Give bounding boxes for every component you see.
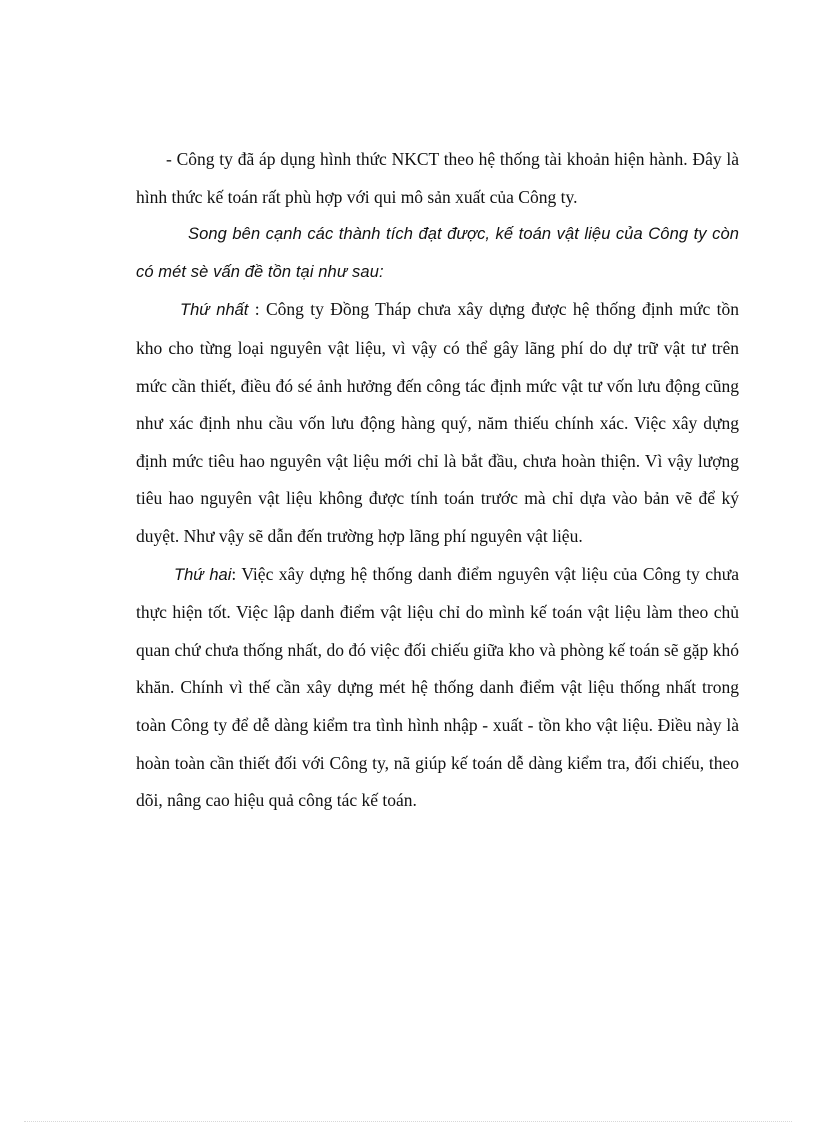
paragraph-2 xyxy=(136,216,739,291)
paragraph-4 xyxy=(136,556,739,820)
paragraph-4-lead: Thứ hai xyxy=(174,565,232,584)
paragraph-2-text: Song bên cạnh các thành tích đạt được, kế toán vật liệu của Công ty còn có mét sè vấn đề tồn tại như sau: xyxy=(136,225,739,281)
paragraph-1-text: - Công ty đã áp dụng hình thức NKCT theo hệ thống tài khoản hiện hành. Đây là hình thức kế toán rất phù hợp với qui mô sản xuất của Công ty. xyxy=(136,149,739,207)
paragraph-1 xyxy=(136,141,739,216)
paragraph-3-text: : Công ty Đồng Tháp chưa xây dựng được hệ thống định mức tồn kho cho từng loại nguyên vật liệu, vì vậy có thể gây lãng phí do dự trữ vật tư trên mức cần thiết, điều đó sé ảnh hưởng đến công tác định mức vật tư vốn lưu động cũng như xác định nhu cầu vốn lưu động hàng quý, năm thiếu chính xác. Việc xây dựng định mức tiêu hao nguyên vật liệu mới chỉ là bắt đầu, chưa hoàn thiện. Vì vậy lượng tiêu hao nguyên vật liệu không được tính toán trước mà chỉ dựa vào bản vẽ để ký duyệt. Như vậy sẽ dẫn đến trường hợp lãng phí nguyên vật liệu. xyxy=(136,299,739,546)
paragraph-3-lead: Thứ nhất xyxy=(180,301,249,320)
paragraph-4-text: : Việc xây dựng hệ thống danh điểm nguyên vật liệu của Công ty chưa thực hiện tốt. Việc lập danh điểm vật liệu chỉ do mình kế toán vật liệu làm theo chủ quan chứ chưa thống nhất, do đó việc đối chiếu giữa kho và phòng kế toán sẽ gặp khó khăn. Chính vì thế cần xây dựng mét hệ thống danh điểm vật liệu thống nhất trong toàn Công ty để dễ dàng kiểm tra tình hình nhập - xuất - tồn kho vật liệu. Điều này là hoàn toàn cần thiết đối với Công ty, nã giúp kế toán dễ dàng kiểm tra, đối chiếu, theo dõi, nâng cao hiệu quả công tác kế toán. xyxy=(136,563,739,811)
document-body xyxy=(136,141,739,820)
page-bottom-divider xyxy=(24,1121,792,1122)
paragraph-3 xyxy=(136,291,739,555)
